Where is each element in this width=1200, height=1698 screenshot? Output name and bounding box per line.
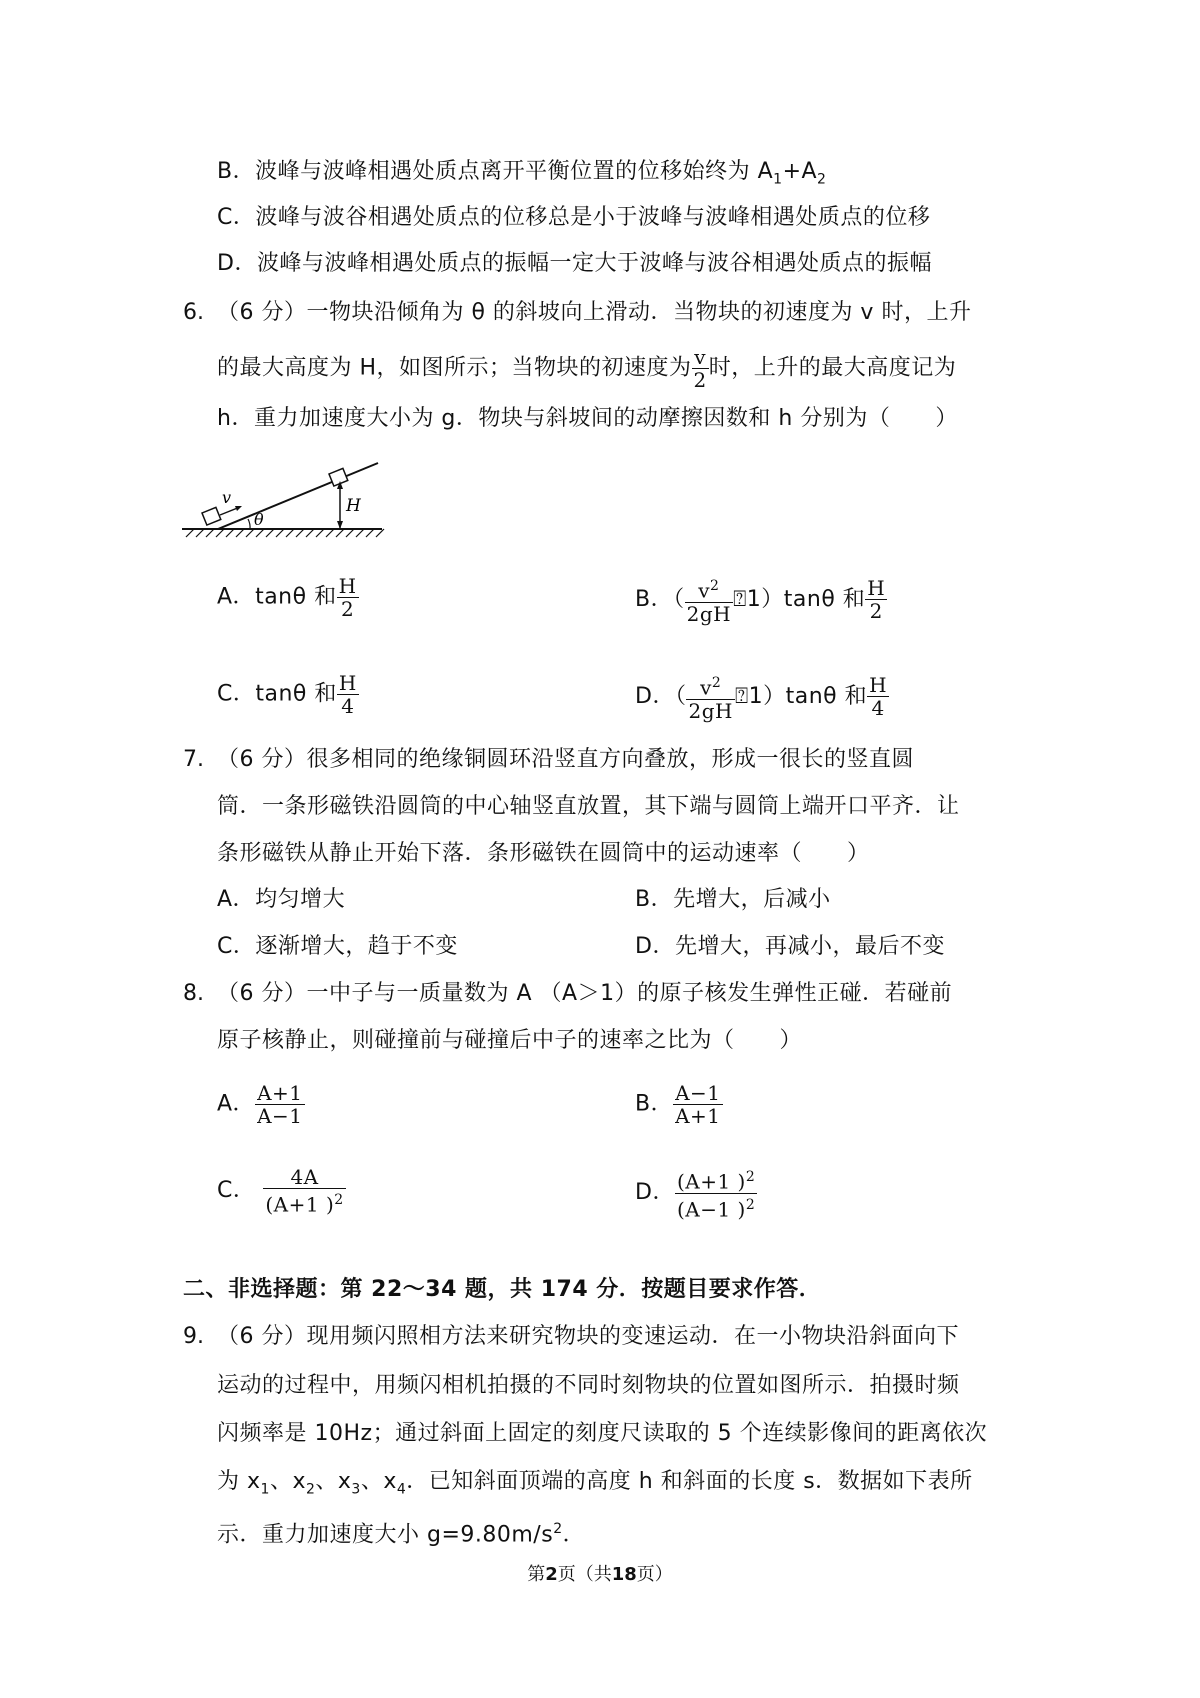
q8-option-c: C． $\frac{4A}{(A+1 )^2}$ [217,1165,344,1217]
theta-label: θ [254,510,264,529]
q8-line2: 原子核静止，则碰撞前与碰撞后中子的速率之比为（ ） [217,1028,803,1053]
height-label: H [346,496,361,516]
q5-option-d: D．波峰与波峰相遇处质点的振幅一定大于波峰与波谷相遇处质点的振幅 [217,251,932,276]
section-heading: 二、非选择题：第 22～34 题，共 174 分．按题目要求作答． [183,1277,822,1302]
q7-line2: 筒．一条形磁铁沿圆筒的中心轴竖直放置，其下端与圆筒上端开口平齐．让 [217,794,960,819]
q9-line5: 示．重力加速度大小 $g=9.80m/s^2$． [217,1521,586,1548]
q8-option-d: D． $\frac{(A+1 )^2}{(A-1 )^2}$ [635,1166,757,1220]
angle-arc [248,519,250,529]
ground-hatching [186,529,384,537]
q6-option-b: B．（ $\frac{v^2}{2gH}$ ⍰1）tanθ 和 $\frac{H}{2}$ [635,576,886,626]
q5-option-b: B．波峰与波峰相遇处质点离开平衡位置的位移始终为 $A_1+A_2$ [217,159,827,188]
q9-line1: （6 分）现用频闪照相方法来研究物块的变速运动．在一小物块沿斜面向下 [217,1324,959,1349]
q6-line3: h．重力加速度大小为 g．物块与斜坡间的动摩擦因数和 h 分别为（ ） [217,406,958,431]
q6-line2: 的最大高度为 H，如图所示；当物块的初速度为 $\frac{v}{2}$ 时，上升的最大高度记为 [217,345,957,392]
q7-option-c: C．逐渐增大，趋于不变 [217,934,458,959]
q8-option-b: B． $\frac{A-1}{A+1}$ [635,1081,721,1128]
q9-line2: 运动的过程中，用频闪相机拍摄的不同时刻物块的位置如图所示．拍摄时频 [217,1373,960,1398]
page-footer: 第2页（共18页） [527,1564,673,1585]
q6-number: 6. [183,300,204,325]
q6-v-over-2: $\frac{v}{2}$ [693,345,707,392]
q6-option-d: D．（ $\frac{v^2}{2gH}$ ⍰1）tanθ 和 $\frac{H}{4}$ [635,673,888,723]
q7-line3: 条形磁铁从静止开始下落．条形磁铁在圆筒中的运动速率（ ） [217,841,870,866]
q8-number: 8. [183,981,204,1006]
q9-number: 9. [183,1324,204,1349]
velocity-arrowhead [235,506,242,511]
q7-option-a: A．均匀增大 [217,887,346,912]
q7-line1: （6 分）很多相同的绝缘铜圆环沿竖直方向叠放，形成一很长的竖直圆 [217,747,914,772]
q6-option-c: C．tanθ 和 $\frac{H}{4}$ [217,671,357,718]
q9-line3: 闪频率是 10Hz；通过斜面上固定的刻度尺读取的 5 个连续影像间的距离依次 [217,1421,988,1446]
q7-number: 7. [183,747,204,772]
velocity-label: v [222,488,232,507]
q8-line1: （6 分）一中子与一质量数为 A （A＞1）的原子核发生弹性正碰．若碰前 [217,981,953,1006]
q7-option-b: B．先增大，后减小 [635,887,831,912]
q5-option-c: C．波峰与波谷相遇处质点的位移总是小于波峰与波峰相遇处质点的位移 [217,205,931,230]
q7-option-d: D．先增大，再减小，最后不变 [635,934,945,959]
q9-line4: 为 $x_1$、$x_2$、$x_3$、$x_4$．已知斜面顶端的高度 h 和斜面的长度 s．数据如下表所 [217,1469,973,1498]
incline-figure [180,455,390,540]
block-top [329,468,348,486]
page-number: 2 [545,1564,558,1585]
block-bottom [202,507,221,525]
q6-line1: （6 分）一物块沿倾角为 θ 的斜坡向上滑动．当物块的初速度为 v 时，上升 [217,300,972,325]
total-pages: 18 [611,1564,637,1585]
q6-option-a: A．tanθ 和 $\frac{H}{2}$ [217,574,357,621]
q8-option-a: A． $\frac{A+1}{A-1}$ [217,1081,303,1128]
